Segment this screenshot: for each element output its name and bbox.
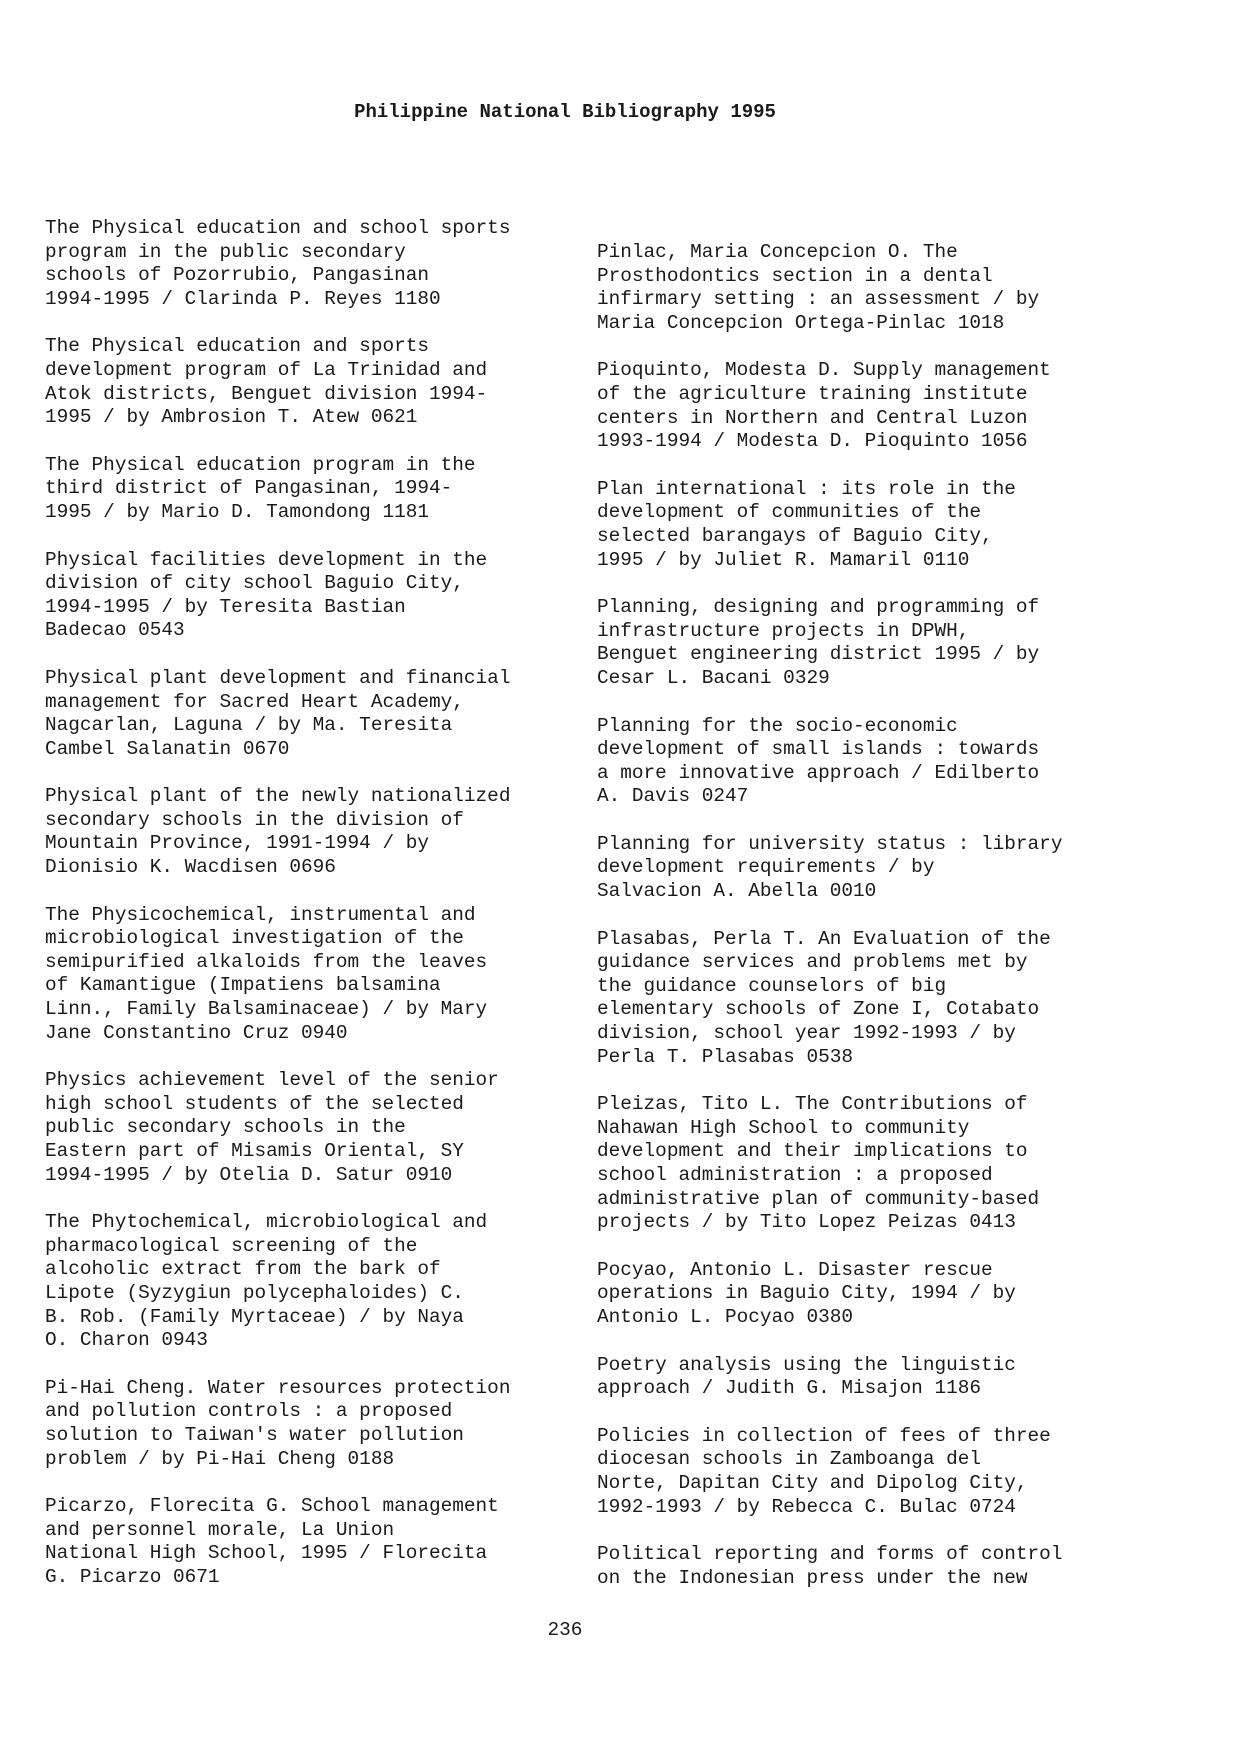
bibliography-entry	[597, 1354, 1137, 1401]
right-column	[597, 241, 1137, 1614]
entry-line: Antonio L. Pocyao 0380	[597, 1305, 853, 1328]
entry-line: development of communities of the	[597, 501, 981, 524]
bibliography-entry	[45, 1377, 585, 1471]
entry-line: Lipote (Syzygiun polycephaloides) C.	[45, 1281, 464, 1304]
entry-line: development program of La Trinidad and	[45, 358, 488, 381]
entry-line: Mountain Province, 1991-1994 / by	[45, 832, 429, 855]
entry-line: Planning for university status : library	[597, 832, 1063, 855]
entry-line: Physical plant of the newly nationalized	[45, 785, 511, 808]
entry-line: Dionisio K. Wacdisen 0696	[45, 856, 336, 879]
entry-line: Planning, designing and programming of	[597, 596, 1040, 619]
bibliography-entry	[597, 1093, 1137, 1235]
entry-line: Pinlac, Maria Concepcion O. The	[597, 241, 958, 263]
entry-line: elementary schools of Zone I, Cotabato	[597, 998, 1040, 1021]
bibliography-entry	[597, 359, 1137, 453]
bibliography-entry	[45, 1211, 585, 1353]
entry-line: of Kamantigue (Impatiens balsamina	[45, 974, 441, 997]
entry-line: and personnel morale, La Union	[45, 1518, 395, 1541]
entry-line: administrative plan of community-based	[597, 1187, 1040, 1210]
entry-line: 1994-1995 / by Teresita Bastian	[45, 595, 406, 618]
bibliography-entry	[45, 454, 585, 525]
entry-line: National High School, 1995 / Florecita	[45, 1542, 488, 1565]
bibliography-entry	[597, 715, 1137, 809]
entry-line: The Physical education program in the	[45, 453, 476, 476]
entry-line: development of small islands : towards	[597, 738, 1040, 761]
bibliography-entry	[45, 785, 585, 879]
entry-line: of the agriculture training institute	[597, 382, 1028, 405]
entry-line: Benguet engineering district 1995 / by	[597, 643, 1040, 666]
entry-line: B. Rob. (Family Myrtaceae) / by Naya	[45, 1305, 464, 1328]
entry-line: Policies in collection of fees of three	[597, 1424, 1051, 1447]
bibliography-entry	[597, 478, 1137, 572]
entry-line: Political reporting and forms of control	[597, 1543, 1063, 1566]
entry-line: Physical facilities development in the	[45, 548, 488, 571]
bibliography-entry	[45, 335, 585, 429]
entry-line: Picarzo, Florecita G. School management	[45, 1495, 499, 1518]
entry-line: selected barangays of Baguio City,	[597, 524, 993, 547]
entry-line: 1995 / by Juliet R. Mamaril 0110	[597, 548, 970, 571]
entry-line: G. Picarzo 0671	[45, 1565, 220, 1588]
entry-line: solution to Taiwan's water pollution	[45, 1423, 464, 1446]
entry-line: Plasabas, Perla T. An Evaluation of the	[597, 927, 1051, 950]
entry-line: and pollution controls : a proposed	[45, 1400, 453, 1423]
entry-line: program in the public secondary	[45, 240, 406, 263]
entry-line: Linn., Family Balsaminaceae) / by Mary	[45, 998, 488, 1021]
entry-line: Nagcarlan, Laguna / by Ma. Teresita	[45, 714, 453, 737]
bibliography-entry	[597, 1543, 1137, 1590]
entry-line: Plan international : its role in the	[597, 477, 1016, 500]
entry-line: Maria Concepcion Ortega-Pinlac 1018	[597, 311, 1005, 334]
entry-line: projects / by Tito Lopez Peizas 0413	[597, 1211, 1016, 1234]
entry-line: Badecao 0543	[45, 619, 185, 642]
entry-line: Planning for the socio-economic	[597, 714, 958, 737]
bibliography-entry	[45, 549, 585, 643]
entry-line: The Physical education and sports	[45, 335, 429, 358]
entry-line: a more innovative approach / Edilberto	[597, 761, 1040, 784]
entry-line: division of city school Baguio City,	[45, 572, 464, 595]
bibliography-entry	[597, 928, 1137, 1070]
entry-line: Pi-Hai Cheng. Water resources protection	[45, 1376, 511, 1399]
entry-line: Atok districts, Benguet division 1994-	[45, 382, 488, 405]
entry-line: the guidance counselors of big	[597, 974, 947, 997]
entry-line: 1992-1993 / by Rebecca C. Bulac 0724	[597, 1495, 1016, 1518]
entry-line: Norte, Dapitan City and Dipolog City,	[597, 1471, 1028, 1494]
entry-line: division, school year 1992-1993 / by	[597, 1022, 1016, 1045]
page-title: Philippine National Bibliography 1995	[354, 101, 776, 123]
entry-line: secondary schools in the division of	[45, 808, 464, 831]
left-column	[45, 217, 585, 1614]
entry-line: A. Davis 0247	[597, 785, 749, 808]
entry-line: 1994-1995 / by Otelia D. Satur 0910	[45, 1163, 453, 1186]
entry-line: diocesan schools in Zamboanga del	[597, 1448, 981, 1471]
entry-line: problem / by Pi-Hai Cheng 0188	[45, 1447, 395, 1470]
bibliography-entry	[45, 667, 585, 761]
entry-line: operations in Baguio City, 1994 / by	[597, 1282, 1016, 1305]
entry-line: infrastructure projects in DPWH,	[597, 619, 970, 642]
bibliography-entry	[45, 1069, 585, 1187]
entry-line: The Phytochemical, microbiological and	[45, 1211, 488, 1234]
entry-line: approach / Judith G. Misajon 1186	[597, 1377, 981, 1400]
entry-line: Nahawan High School to community	[597, 1116, 970, 1139]
entry-line: Cambel Salanatin 0670	[45, 737, 290, 760]
entry-line: The Physical education and school sports	[45, 217, 511, 239]
entry-line: Physics achievement level of the senior	[45, 1069, 499, 1092]
entry-line: on the Indonesian press under the new	[597, 1566, 1028, 1589]
bibliography-entry	[45, 217, 585, 311]
entry-line: Pocyao, Antonio L. Disaster rescue	[597, 1258, 993, 1281]
entry-line: development and their implications to	[597, 1140, 1028, 1163]
entry-line: schools of Pozorrubio, Pangasinan	[45, 264, 429, 287]
bibliography-entry	[597, 241, 1137, 335]
entry-line: Salvacion A. Abella 0010	[597, 880, 877, 903]
entry-line: 1994-1995 / Clarinda P. Reyes 1180	[45, 287, 441, 310]
bibliography-entry	[597, 596, 1137, 690]
entry-line: school administration : a proposed	[597, 1164, 993, 1186]
entry-line: public secondary schools in the	[45, 1116, 406, 1139]
entry-line: O. Charon 0943	[45, 1329, 208, 1352]
entry-line: 1993-1994 / Modesta D. Pioquinto 1056	[597, 430, 1028, 453]
entry-line: centers in Northern and Central Luzon	[597, 406, 1028, 429]
bibliography-entry	[45, 1495, 585, 1589]
entry-line: Perla T. Plasabas 0538	[597, 1045, 853, 1068]
entry-line: The Physicochemical, instrumental and	[45, 903, 476, 926]
entry-line: infirmary setting : an assessment / by	[597, 288, 1040, 311]
entry-line: pharmacological screening of the	[45, 1234, 418, 1257]
entry-line: 1995 / by Mario D. Tamondong 1181	[45, 500, 429, 523]
entry-line: Pleizas, Tito L. The Contributions of	[597, 1093, 1028, 1116]
entry-line: Jane Constantino Cruz 0940	[45, 1021, 348, 1044]
bibliography-entry	[597, 833, 1137, 904]
bibliography-entry	[597, 1259, 1137, 1330]
entry-line: Pioquinto, Modesta D. Supply management	[597, 359, 1051, 382]
entry-line: high school students of the selected	[45, 1092, 464, 1115]
entry-line: Prosthodontics section in a dental	[597, 264, 993, 287]
entry-line: 1995 / by Ambrosion T. Atew 0621	[45, 406, 418, 429]
bibliography-entry	[597, 1425, 1137, 1519]
entry-line: microbiological investigation of the	[45, 927, 464, 950]
entry-line: Eastern part of Misamis Oriental, SY	[45, 1140, 464, 1162]
entry-line: alcoholic extract from the bark of	[45, 1258, 441, 1281]
bibliography-entry	[45, 904, 585, 1046]
entry-line: management for Sacred Heart Academy,	[45, 690, 464, 713]
entry-line: guidance services and problems met by	[597, 951, 1028, 974]
page-number: 236	[547, 1619, 583, 1641]
entry-line: Cesar L. Bacani 0329	[597, 666, 830, 689]
entry-line: third district of Pangasinan, 1994-	[45, 477, 453, 500]
entry-line: Physical plant development and financial	[45, 666, 511, 689]
entry-line: semipurified alkaloids from the leaves	[45, 950, 488, 973]
entry-line: Poetry analysis using the linguistic	[597, 1353, 1016, 1376]
entry-line: development requirements / by	[597, 856, 935, 879]
